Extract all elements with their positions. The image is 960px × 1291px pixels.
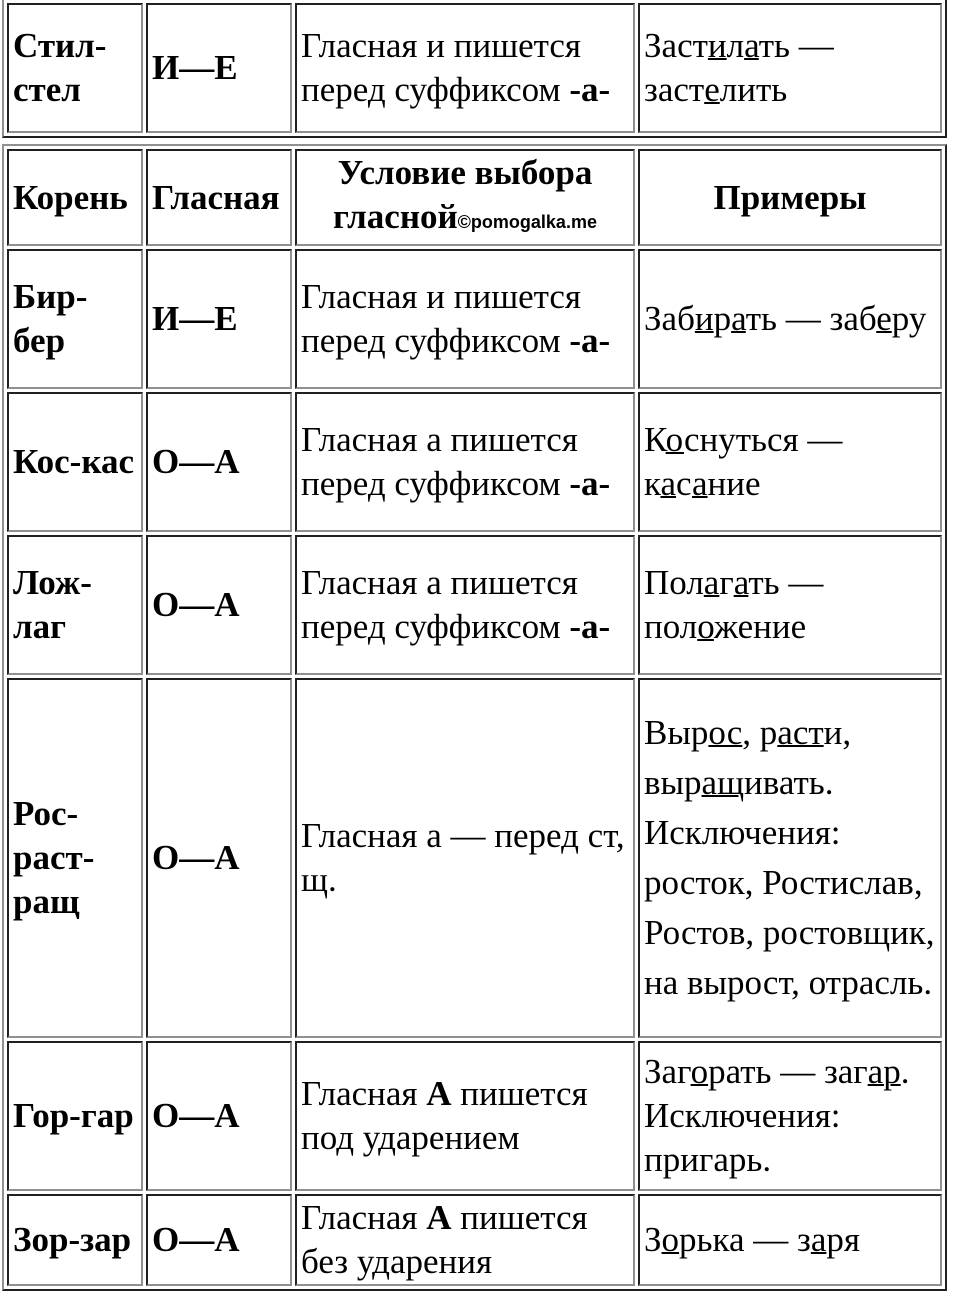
- vowel-text: И—Е: [152, 48, 238, 87]
- table-row: [7, 392, 942, 532]
- header-examples: Примеры: [638, 149, 942, 246]
- vowel-cell: О—А: [146, 1041, 292, 1191]
- example-cell: Полагать — положение: [638, 535, 942, 675]
- watermark: ©pomogalka.me: [457, 212, 597, 232]
- table-row: [7, 1194, 942, 1286]
- top-table: [2, 0, 947, 138]
- root-cell: Лож-лаг: [7, 535, 143, 675]
- condition-cell: Гласная а — перед ст, щ.: [295, 678, 635, 1038]
- condition-cell: [295, 3, 635, 133]
- header-vowel: Гласная: [146, 149, 292, 246]
- example-cell: Забирать — заберу: [638, 249, 942, 389]
- condition-text: Гласная и пишется перед суффиксом -а-: [301, 26, 611, 109]
- table-row: [7, 249, 942, 389]
- root-cell: Бир-бер: [7, 249, 143, 389]
- condition-cell: Гласная и пишется перед суффиксом -а-: [295, 249, 635, 389]
- example-cell: Застилать — застелить: [638, 3, 942, 133]
- example-cell: Зорька — заря: [638, 1194, 942, 1286]
- root-cell: Гор-гар: [7, 1041, 143, 1191]
- condition-cell: Гласная А пишется под ударением: [295, 1041, 635, 1191]
- condition-cell: Гласная а пишется перед суффиксом -а-: [295, 535, 635, 675]
- condition-cell: Гласная А пишется без ударения: [295, 1194, 635, 1286]
- root-text: Стил-стел: [13, 26, 107, 109]
- main-table: [2, 144, 947, 1291]
- vowel-cell: О—А: [146, 1194, 292, 1286]
- table-row: [7, 1041, 942, 1191]
- table-row: [7, 678, 942, 1038]
- example-cell: Коснуться — касание: [638, 392, 942, 532]
- root-cell: Зор-зар: [7, 1194, 143, 1286]
- header-row: [7, 149, 942, 246]
- root-cell: Кос-кас: [7, 392, 143, 532]
- root-cell: Рос-раст-ращ: [7, 678, 143, 1038]
- condition-cell: Гласная а пишется перед суффиксом -а-: [295, 392, 635, 532]
- header-condition: [295, 149, 635, 246]
- example-cell: Вырос, расти, выращивать. Исключения: росток, Ростислав, Ростов, ростовщик, на вырост, отрасль.: [638, 678, 942, 1038]
- vowel-cell: О—А: [146, 392, 292, 532]
- example-cell: Загорать — загар. Исключения: пригарь.: [638, 1041, 942, 1191]
- table-row: [7, 3, 942, 133]
- vowel-cell: О—А: [146, 535, 292, 675]
- vowel-cell: [146, 3, 292, 133]
- table-row: [7, 535, 942, 675]
- vowel-cell: И—Е: [146, 249, 292, 389]
- root-cell: [7, 3, 143, 133]
- header-root: Корень: [7, 149, 143, 246]
- header-condition-text: Условие выбора гласной: [333, 153, 593, 236]
- vowel-cell: О—А: [146, 678, 292, 1038]
